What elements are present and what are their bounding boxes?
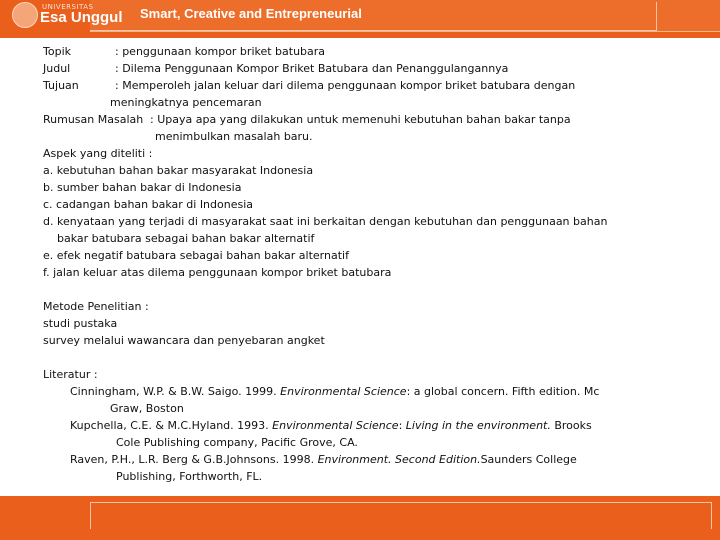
topik-value: : penggunaan kompor briket batubara (115, 45, 326, 58)
reference-2-authors: Kupchella, C.E. & M.C.Hyland. 1993. (70, 419, 269, 432)
aspek-item-f: f. jalan keluar atas dilema penggunaan kompor briket batubara (43, 266, 392, 279)
reference-2-line1 (70, 417, 592, 434)
university-logo-icon (12, 2, 38, 28)
metode-item-1: studi pustaka (43, 317, 118, 330)
reference-3-publisher: Saunders College (480, 453, 577, 466)
footer-banner (0, 496, 720, 540)
header-banner (0, 0, 720, 38)
reference-3-authors: Raven, P.H., L.R. Berg & G.B.Johnsons. 1998. (70, 453, 315, 466)
logo-subtitle: UNIVERSITAS (42, 3, 94, 11)
topik-label: Topik (43, 45, 71, 58)
rumusan-value-line1: : Upaya apa yang dilakukan untuk memenuhi kebutuhan bahan bakar tanpa (150, 113, 571, 126)
reference-1-title: Environmental Science (280, 385, 407, 398)
aspek-item-b: b. sumber bahan bakar di Indonesia (43, 181, 242, 194)
aspek-item-d-line1: d. kenyataan yang terjadi di masyarakat saat ini berkaitan dengan kebutuhan dan penggunaan bahan (43, 215, 608, 228)
reference-1-rest: : a global concern. Fifth edition. Mc (406, 385, 600, 398)
aspek-heading: Aspek yang diteliti : (43, 147, 153, 160)
rumusan-value-line2: menimbulkan masalah baru. (155, 130, 313, 143)
aspek-item-d-line2: bakar batubara sebagai bahan bakar alternatif (57, 232, 315, 245)
header-tagline: Smart, Creative and Entrepreneurial (140, 6, 362, 21)
metode-heading: Metode Penelitian : (43, 300, 149, 313)
tujuan-label: Tujuan (43, 79, 79, 92)
reference-1-line2: Graw, Boston (110, 402, 184, 415)
judul-value: : Dilema Penggunaan Kompor Briket Batubara dan Penanggulangannya (115, 62, 509, 75)
reference-2-title: Environmental Science (272, 419, 399, 432)
aspek-item-e: e. efek negatif batubara sebagai bahan bakar alternatif (43, 249, 349, 262)
reference-2-subtitle: Living in the environment. (405, 419, 551, 432)
reference-2-colon: : (398, 419, 403, 432)
reference-3-line1 (70, 451, 577, 468)
reference-3-line2: Publishing, Forthworth, FL. (116, 470, 263, 483)
reference-2-line2: Cole Publishing company, Pacific Grove, CA. (116, 436, 358, 449)
aspek-item-a: a. kebutuhan bahan bakar masyarakat Indonesia (43, 164, 314, 177)
reference-2-publisher: Brooks (554, 419, 592, 432)
tujuan-value-line2: meningkatnya pencemaran (110, 96, 262, 109)
rumusan-label: Rumusan Masalah (43, 113, 144, 126)
header-divider (90, 31, 720, 32)
reference-1-line1 (70, 383, 599, 400)
reference-1-authors: Cinningham, W.P. & B.W. Saigo. 1999. (70, 385, 277, 398)
metode-item-2: survey melalui wawancara dan penyebaran angket (43, 334, 325, 347)
reference-3-title: Environment. Second Edition. (317, 453, 481, 466)
tujuan-value-line1: : Memperoleh jalan keluar dari dilema penggunaan kompor briket batubara dengan (115, 79, 576, 92)
judul-label: Judul (43, 62, 71, 75)
aspek-item-c: c. cadangan bahan bakar di Indonesia (43, 198, 254, 211)
footer-frame (90, 502, 712, 529)
logo-name: Esa Unggul (40, 9, 123, 26)
literatur-heading: Literatur : (43, 368, 98, 381)
